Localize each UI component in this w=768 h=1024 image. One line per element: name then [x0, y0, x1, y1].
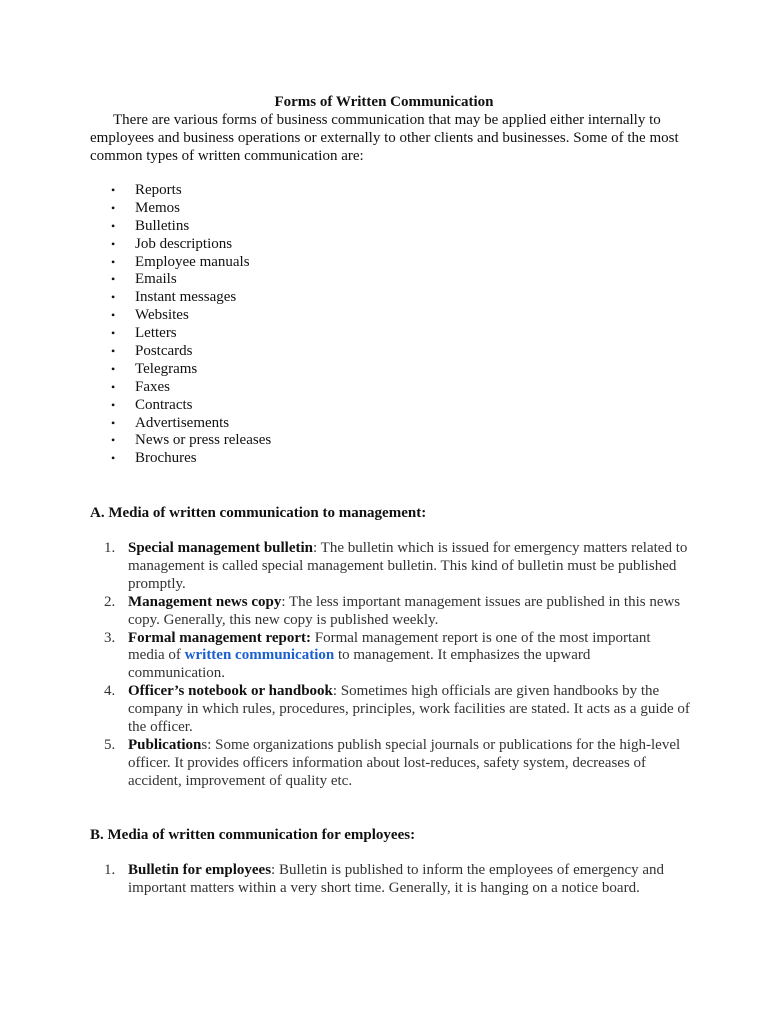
list-item: • News or press releases	[111, 432, 272, 449]
document-title: Forms of Written Communication	[274, 94, 494, 110]
bullet-icon: •	[111, 361, 116, 376]
bullet-icon: •	[111, 433, 116, 448]
numbered-item: 2. Management news copy: The less important management issues are published in this news copy. Generally, this new copy is published weekly.	[104, 593, 681, 628]
bullet-icon: •	[111, 415, 116, 430]
numbered-item: 5. Publications: Some organizations publish special journals or publications for the high-level officer. It provides officers information about lost-reduces, safety system, decreases of accident, improvement of quality etc.	[104, 736, 681, 789]
list-item: • Faxes	[111, 378, 170, 395]
bullet-icon: •	[111, 326, 116, 341]
section-a-list	[90, 540, 690, 791]
list-item: • Memos	[111, 199, 180, 216]
bullet-icon: •	[111, 200, 116, 215]
intro-paragraph	[90, 111, 680, 165]
list-item: • Telegrams	[111, 360, 198, 377]
bullet-icon: •	[111, 183, 116, 197]
list-item: • Bulletins	[111, 217, 190, 234]
list-item: • Websites	[111, 307, 189, 324]
bullet-icon: •	[111, 254, 116, 269]
list-item: • Letters	[111, 325, 177, 342]
bullet-icon: •	[111, 397, 116, 412]
list-item: • Reports	[111, 182, 182, 198]
list-item: • Instant messages	[111, 289, 237, 306]
bullet-icon: •	[111, 290, 116, 305]
section-b-list	[90, 862, 690, 898]
written-communication-link[interactable]: written communication	[184, 647, 335, 664]
list-item: • Contracts	[111, 396, 193, 413]
section-a-heading: A. Media of written communication to management:	[90, 505, 427, 521]
bullet-icon: •	[111, 218, 116, 233]
numbered-item: 4. Officer’s notebook or handbook: Sometimes high officials are given handbooks by the company in which rules, procedures, principles, work facilities are stated. It acts as a guide of the officer.	[104, 683, 690, 736]
list-item: • Brochures	[111, 450, 197, 467]
list-item: • Employee manuals	[111, 253, 250, 270]
bullet-icon: •	[111, 272, 116, 287]
communication-types-list	[90, 182, 271, 468]
numbered-item: 1. Special management bulletin: The bulletin which is issued for emergency matters related to management is called special management bulletin. This kind of bulletin must be published promptly.	[104, 540, 688, 592]
numbered-item: 3. Formal management report: Formal management report is one of the most important media of written communication to management. It emphasizes the upward communication.	[104, 629, 651, 682]
list-item: • Job descriptions	[111, 235, 233, 252]
section-b-heading: B. Media of written communication for employees:	[90, 827, 416, 843]
list-item: • Advertisements	[111, 414, 230, 431]
list-item: • Emails	[111, 271, 177, 288]
numbered-item: 1. Bulletin for employees: Bulletin is published to inform the employees of emergency and important matters within a very short time. Generally, it is hanging on a notice board.	[104, 862, 665, 896]
bullet-icon: •	[111, 236, 116, 251]
bullet-icon: •	[111, 379, 116, 394]
bullet-icon: •	[111, 308, 116, 323]
list-item: • Postcards	[111, 343, 193, 360]
bullet-icon: •	[111, 451, 116, 466]
bullet-icon: •	[111, 344, 116, 359]
intro-text: There are various forms of business communication that may be applied either internally to employees and business operations or externally to other clients and businesses. Some of the most common types of written communication are:	[90, 112, 679, 164]
